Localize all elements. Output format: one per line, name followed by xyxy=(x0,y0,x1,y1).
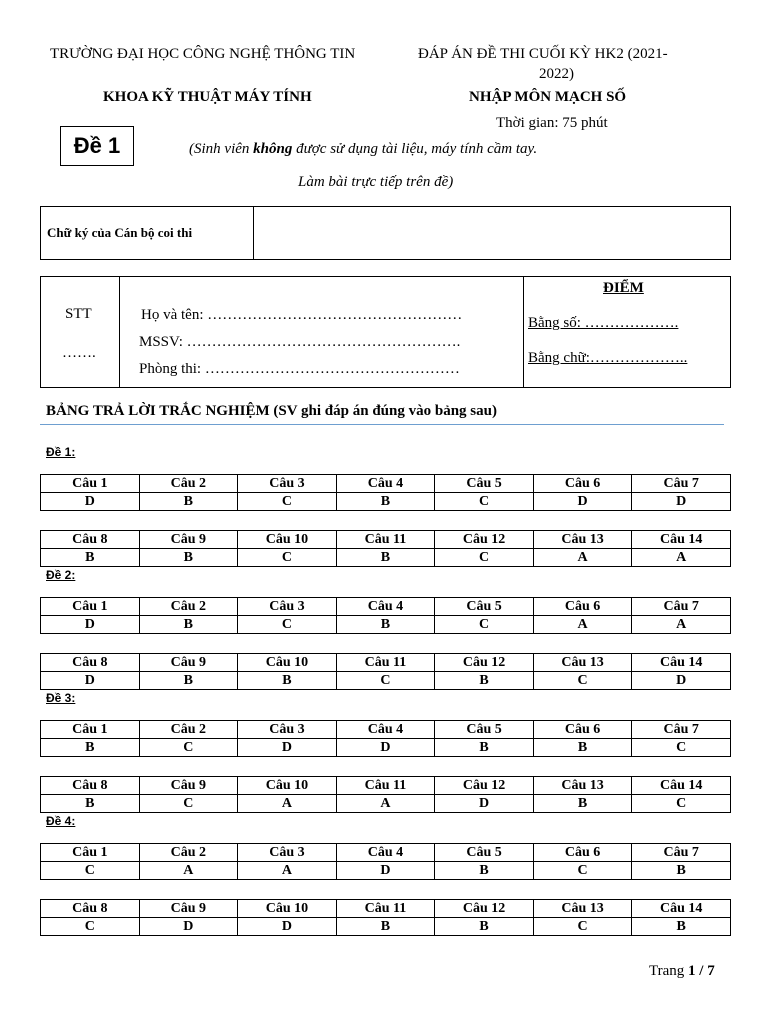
answer-table xyxy=(40,474,731,511)
question-cell: Câu 7 xyxy=(632,844,731,862)
question-cell: Câu 12 xyxy=(435,654,534,672)
answer-cell: B xyxy=(336,918,435,936)
question-cell: Câu 11 xyxy=(336,900,435,918)
answer-cell: B xyxy=(336,493,435,511)
answer-cell: C xyxy=(632,795,731,813)
answer-cell: B xyxy=(632,918,731,936)
note-emphasis: không xyxy=(253,141,293,157)
student-name-field[interactable]: Họ và tên: …………………………………………… xyxy=(141,307,463,323)
answer-cell: D xyxy=(41,616,140,634)
answer-cell: C xyxy=(238,493,337,511)
question-cell: Câu 8 xyxy=(41,531,140,549)
exam-variant-label: Đề 4: xyxy=(46,814,76,828)
question-cell: Câu 12 xyxy=(435,777,534,795)
question-cell: Câu 10 xyxy=(238,531,337,549)
exam-variant-label: Đề 1: xyxy=(46,445,76,459)
answer-cell: B xyxy=(435,672,534,690)
exam-room-field[interactable]: Phòng thi: …………………………………………… xyxy=(139,361,460,377)
question-cell: Câu 13 xyxy=(533,531,632,549)
question-cell: Câu 10 xyxy=(238,900,337,918)
answer-cell: B xyxy=(632,862,731,880)
question-row xyxy=(41,654,731,672)
question-cell: Câu 4 xyxy=(336,721,435,739)
score-words-field[interactable]: Bằng chữ:……………….. xyxy=(528,350,688,366)
note-part2: được sử dụng tài liệu, máy tính cầm tay. xyxy=(292,141,538,157)
question-cell: Câu 4 xyxy=(336,598,435,616)
answer-cell: B xyxy=(139,616,238,634)
question-cell: Câu 13 xyxy=(533,654,632,672)
answer-cell: C xyxy=(533,862,632,880)
answer-key-title-line1: ĐÁP ÁN ĐỀ THI CUỐI KỲ HK2 (2021- xyxy=(418,46,668,62)
answer-cell: B xyxy=(336,549,435,567)
section-divider xyxy=(40,424,724,425)
question-cell: Câu 2 xyxy=(139,475,238,493)
answer-cell: D xyxy=(632,493,731,511)
answer-cell: A xyxy=(238,795,337,813)
question-cell: Câu 4 xyxy=(336,844,435,862)
answer-cell: B xyxy=(238,672,337,690)
faculty-name: KHOA KỸ THUẬT MÁY TÍNH xyxy=(103,89,312,105)
question-cell: Câu 3 xyxy=(238,598,337,616)
question-cell: Câu 2 xyxy=(139,721,238,739)
stt-label: STT xyxy=(65,306,92,322)
question-cell: Câu 6 xyxy=(533,721,632,739)
question-row xyxy=(41,844,731,862)
answer-cell: C xyxy=(435,616,534,634)
answer-cell: B xyxy=(41,739,140,757)
answer-cell: A xyxy=(632,549,731,567)
page-separator: / xyxy=(695,963,708,979)
answer-cell: B xyxy=(435,918,534,936)
exam-note-line1 xyxy=(189,140,537,158)
question-cell: Câu 14 xyxy=(632,900,731,918)
page-current: 1 xyxy=(688,963,696,979)
answer-table xyxy=(40,530,731,567)
question-cell: Câu 14 xyxy=(632,531,731,549)
answer-cell: B xyxy=(533,795,632,813)
question-row xyxy=(41,777,731,795)
answer-row xyxy=(41,493,731,511)
exam-variant-label: Đề 2: xyxy=(46,568,76,582)
exam-note-line2: Làm bài trực tiếp trên đề) xyxy=(298,174,454,190)
score-number-field[interactable]: Bằng số: ………………. xyxy=(528,315,679,331)
question-cell: Câu 2 xyxy=(139,844,238,862)
question-cell: Câu 12 xyxy=(435,900,534,918)
question-cell: Câu 1 xyxy=(41,475,140,493)
answer-row xyxy=(41,918,731,936)
answer-cell: B xyxy=(533,739,632,757)
question-cell: Câu 7 xyxy=(632,475,731,493)
answer-cell: C xyxy=(632,739,731,757)
answer-cell: C xyxy=(336,672,435,690)
question-cell: Câu 6 xyxy=(533,475,632,493)
answer-cell: A xyxy=(139,862,238,880)
answer-cell: C xyxy=(41,918,140,936)
answer-row xyxy=(41,862,731,880)
question-cell: Câu 13 xyxy=(533,900,632,918)
answer-cell: A xyxy=(533,549,632,567)
score-title: ĐIỂM xyxy=(603,280,644,296)
question-cell: Câu 9 xyxy=(139,777,238,795)
answer-cell: C xyxy=(139,739,238,757)
answer-cell: B xyxy=(435,862,534,880)
question-cell: Câu 14 xyxy=(632,654,731,672)
answer-cell: C xyxy=(41,862,140,880)
answer-cell: D xyxy=(336,739,435,757)
question-cell: Câu 3 xyxy=(238,721,337,739)
answer-cell: B xyxy=(139,672,238,690)
question-cell: Câu 5 xyxy=(435,598,534,616)
question-cell: Câu 11 xyxy=(336,531,435,549)
answer-cell: B xyxy=(435,739,534,757)
page-number xyxy=(649,963,715,980)
subject-name: NHẬP MÔN MẠCH SỐ xyxy=(469,89,627,105)
question-cell: Câu 7 xyxy=(632,598,731,616)
answer-cell: C xyxy=(435,549,534,567)
question-row xyxy=(41,598,731,616)
answer-cell: B xyxy=(41,549,140,567)
question-cell: Câu 3 xyxy=(238,844,337,862)
answer-cell: B xyxy=(41,795,140,813)
question-cell: Câu 11 xyxy=(336,777,435,795)
question-cell: Câu 6 xyxy=(533,598,632,616)
answer-cell: D xyxy=(632,672,731,690)
question-cell: Câu 14 xyxy=(632,777,731,795)
exam-duration: Thời gian: 75 phút xyxy=(496,115,608,131)
question-row xyxy=(41,531,731,549)
answer-table xyxy=(40,653,731,690)
answer-cell: C xyxy=(238,616,337,634)
answer-row xyxy=(41,795,731,813)
student-id-field[interactable]: MSSV: ………………………………………………. xyxy=(139,334,461,350)
question-cell: Câu 13 xyxy=(533,777,632,795)
university-name: TRƯỜNG ĐẠI HỌC CÔNG NGHỆ THÔNG TIN xyxy=(50,46,356,62)
proctor-signature-table xyxy=(40,206,731,260)
answer-cell: D xyxy=(41,493,140,511)
answer-table xyxy=(40,776,731,813)
question-row xyxy=(41,721,731,739)
answer-cell: B xyxy=(336,616,435,634)
question-cell: Câu 10 xyxy=(238,654,337,672)
question-cell: Câu 6 xyxy=(533,844,632,862)
answer-cell: C xyxy=(238,549,337,567)
answer-cell: A xyxy=(336,795,435,813)
page-prefix: Trang xyxy=(649,963,689,979)
answer-cell: D xyxy=(435,795,534,813)
question-cell: Câu 12 xyxy=(435,531,534,549)
answer-table xyxy=(40,720,731,757)
question-row xyxy=(41,900,731,918)
answer-row xyxy=(41,616,731,634)
question-cell: Câu 5 xyxy=(435,844,534,862)
answer-cell: D xyxy=(41,672,140,690)
answer-cell: D xyxy=(533,493,632,511)
question-cell: Câu 8 xyxy=(41,777,140,795)
answer-cell: C xyxy=(435,493,534,511)
question-cell: Câu 7 xyxy=(632,721,731,739)
question-cell: Câu 5 xyxy=(435,475,534,493)
answer-table xyxy=(40,899,731,936)
exam-variant-label: Đề 3: xyxy=(46,691,76,705)
answer-table xyxy=(40,843,731,880)
question-cell: Câu 9 xyxy=(139,654,238,672)
question-row xyxy=(41,475,731,493)
signature-label: Chữ ký của Cán bộ coi thi xyxy=(41,207,254,260)
answer-cell: B xyxy=(139,549,238,567)
answer-cell: D xyxy=(139,918,238,936)
question-cell: Câu 2 xyxy=(139,598,238,616)
signature-field[interactable] xyxy=(254,207,731,260)
answer-row xyxy=(41,739,731,757)
answer-cell: B xyxy=(139,493,238,511)
question-cell: Câu 10 xyxy=(238,777,337,795)
question-cell: Câu 9 xyxy=(139,900,238,918)
answer-row xyxy=(41,672,731,690)
answer-cell: A xyxy=(533,616,632,634)
question-cell: Câu 8 xyxy=(41,654,140,672)
answer-row xyxy=(41,549,731,567)
answer-cell: D xyxy=(336,862,435,880)
question-cell: Câu 1 xyxy=(41,844,140,862)
question-cell: Câu 5 xyxy=(435,721,534,739)
answer-cell: A xyxy=(632,616,731,634)
question-cell: Câu 9 xyxy=(139,531,238,549)
answer-cell: C xyxy=(139,795,238,813)
stt-value: ……. xyxy=(62,345,96,361)
question-cell: Câu 8 xyxy=(41,900,140,918)
student-info-box xyxy=(40,276,731,388)
exam-code-box: Đề 1 xyxy=(60,126,134,166)
answer-cell: D xyxy=(238,918,337,936)
note-part1: (Sinh viên xyxy=(189,141,254,157)
page-total: 7 xyxy=(707,963,715,979)
question-cell: Câu 1 xyxy=(41,721,140,739)
answer-cell: D xyxy=(238,739,337,757)
question-cell: Câu 11 xyxy=(336,654,435,672)
answer-cell: C xyxy=(533,918,632,936)
answer-cell: A xyxy=(238,862,337,880)
question-cell: Câu 4 xyxy=(336,475,435,493)
question-cell: Câu 3 xyxy=(238,475,337,493)
answer-cell: C xyxy=(533,672,632,690)
question-cell: Câu 1 xyxy=(41,598,140,616)
answer-table xyxy=(40,597,731,634)
answer-key-title-line2: 2022) xyxy=(539,66,574,82)
answer-sheet-title: BẢNG TRẢ LỜI TRẮC NGHIỆM (SV ghi đáp án đúng vào bảng sau) xyxy=(46,403,497,419)
